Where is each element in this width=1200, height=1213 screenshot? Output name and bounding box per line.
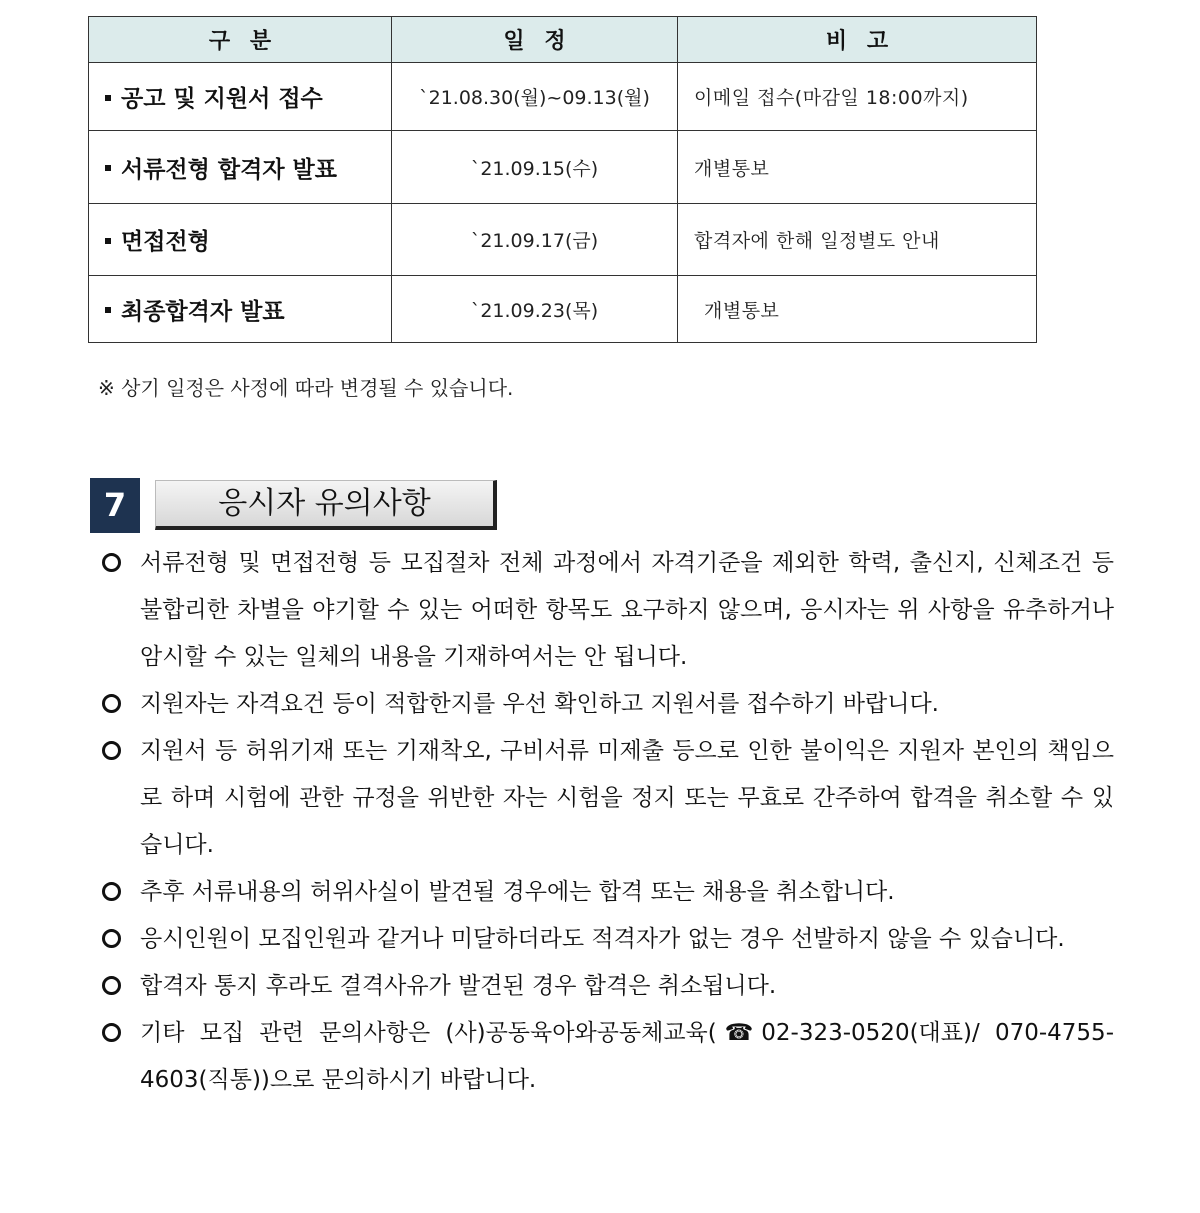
table-row xyxy=(89,204,1037,276)
notice-text: 지원자는 자격요건 등이 적합한지를 우선 확인하고 지원서를 접수하기 바랍니다. xyxy=(140,691,939,717)
circle-bullet-icon xyxy=(102,694,121,713)
section-number-badge: 7 xyxy=(90,478,140,533)
notice-text: 응시인원이 모집인원과 같거나 미달하더라도 적격자가 없는 경우 선발하지 않을 수 있습니다. xyxy=(140,926,1065,952)
schedule-footnote: ※ 상기 일정은 사정에 따라 변경될 수 있습니다. xyxy=(98,376,514,400)
row-date: `21.09.15(수) xyxy=(392,131,678,204)
category-label: 최종합격자 발표 xyxy=(121,298,285,325)
table-header-row xyxy=(89,17,1037,63)
notice-text: 추후 서류내용의 허위사실이 발견될 경우에는 합격 또는 채용을 취소합니다. xyxy=(140,879,895,905)
row-category xyxy=(89,276,392,343)
category-label: 공고 및 지원서 접수 xyxy=(121,86,323,112)
list-item xyxy=(102,540,1114,681)
row-date: `21.09.23(목) xyxy=(392,276,678,343)
row-category xyxy=(89,204,392,276)
row-date: `21.08.30(월)~09.13(월) xyxy=(392,63,678,131)
notice-text: 서류전형 및 면접전형 등 모집절차 전체 과정에서 자격기준을 제외한 학력, 출신지, 신체조건 등 불합리한 차별을 야기할 수 있는 어떠한 항목도 요구하지 않으며, 응시자는 위 사항을 유추하거나 암시할 수 있는 일체의 내용을 기재하여서는 안 됩니다. xyxy=(140,550,1114,670)
list-item xyxy=(102,916,1114,963)
list-item xyxy=(102,869,1114,916)
square-bullet-icon xyxy=(105,95,111,101)
circle-bullet-icon xyxy=(102,976,121,995)
header-remarks: 비고 xyxy=(678,17,1037,63)
square-bullet-icon xyxy=(105,165,111,171)
table-row xyxy=(89,63,1037,131)
row-category xyxy=(89,63,392,131)
table-row xyxy=(89,276,1037,343)
category-label: 면접전형 xyxy=(121,229,210,255)
header-schedule: 일정 xyxy=(392,17,678,63)
circle-bullet-icon xyxy=(102,741,121,760)
schedule-table xyxy=(88,16,1037,343)
square-bullet-icon xyxy=(105,307,111,313)
circle-bullet-icon xyxy=(102,553,121,572)
notice-text: 지원서 등 허위기재 또는 기재착오, 구비서류 미제출 등으로 인한 불이익은 지원자 본인의 책임으로 하며 시험에 관한 규정을 위반한 자는 시험을 정지 또는 무효로 간주하여 합격을 취소할 수 있습니다. xyxy=(140,738,1114,858)
list-item xyxy=(102,963,1114,1010)
list-item xyxy=(102,728,1114,869)
row-note: 개별통보 xyxy=(678,131,1037,204)
list-item xyxy=(102,681,1114,728)
list-item xyxy=(102,1010,1114,1104)
section-title: 응시자 유의사항 xyxy=(155,480,497,530)
circle-bullet-icon xyxy=(102,882,121,901)
circle-bullet-icon xyxy=(102,1023,121,1042)
notice-list xyxy=(102,540,1114,1104)
notice-text: 합격자 통지 후라도 결격사유가 발견된 경우 합격은 취소됩니다. xyxy=(140,973,777,999)
row-category xyxy=(89,131,392,204)
row-date: `21.09.17(금) xyxy=(392,204,678,276)
category-label: 서류전형 합격자 발표 xyxy=(121,156,337,183)
row-note: 이메일 접수(마감일 18:00까지) xyxy=(678,63,1037,131)
table-row xyxy=(89,131,1037,204)
row-note: 개별통보 xyxy=(678,276,1037,343)
square-bullet-icon xyxy=(105,238,111,244)
circle-bullet-icon xyxy=(102,929,121,948)
notice-text: 기타 모집 관련 문의사항은 (사)공동육아와공동체교육(☎02-323-0520(대표)/ 070-4755-4603(직통))으로 문의하시기 바랍니다. xyxy=(140,1020,1114,1093)
header-category: 구분 xyxy=(89,17,392,63)
row-note: 합격자에 한해 일정별도 안내 xyxy=(678,204,1037,276)
